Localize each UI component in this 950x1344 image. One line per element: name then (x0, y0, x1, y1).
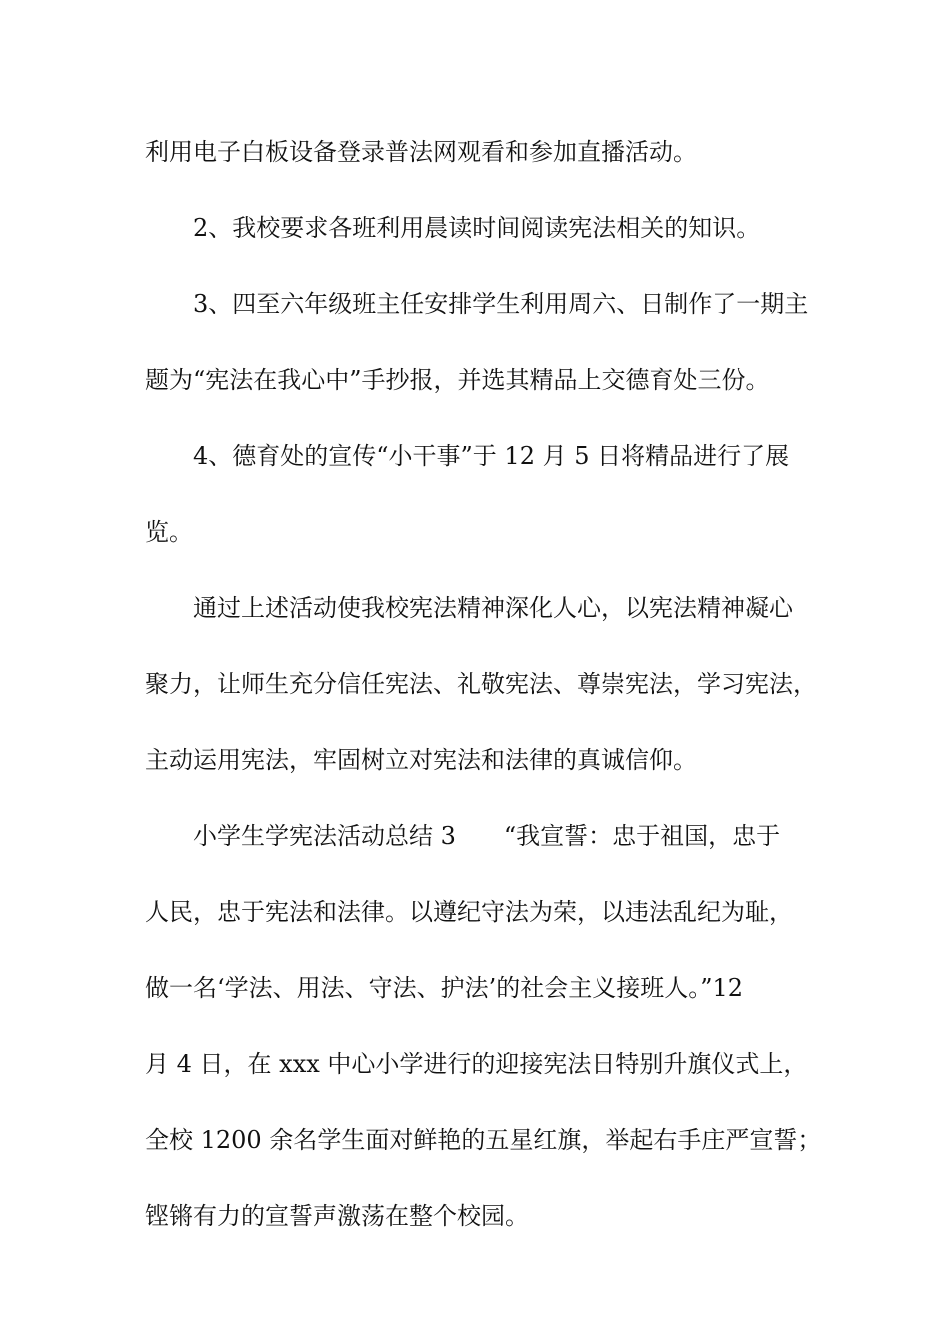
text-line: 铿锵有力的宣誓声激荡在整个校园。 (145, 1202, 529, 1230)
text-line: 小学生学宪法活动总结 3 “我宣誓：忠于祖国，忠于 (193, 822, 781, 850)
text-line: 览。 (145, 518, 193, 546)
text-line: 月 4 日，在 xxx 中心小学进行的迎接宪法日特别升旗仪式上， (145, 1050, 808, 1078)
text-line: 题为“宪法在我心中”手抄报，并选其精品上交德育处三份。 (145, 366, 770, 394)
text-line: 人民，忠于宪法和法律。以遵纪守法为荣，以违法乱纪为耻， (145, 898, 793, 926)
text-line: 3、四至六年级班主任安排学生利用周六、日制作了一期主 (193, 290, 809, 318)
text-line: 通过上述活动使我校宪法精神深化人心，以宪法精神凝心 (193, 594, 793, 622)
text-line: 主动运用宪法，牢固树立对宪法和法律的真诚信仰。 (145, 746, 697, 774)
text-line: 聚力，让师生充分信任宪法、礼敬宪法、尊崇宪法，学习宪法， (145, 670, 817, 698)
text-line: 4、德育处的宣传“小干事”于 12 月 5 日将精品进行了展 (193, 442, 790, 470)
text-line: 2、我校要求各班利用晨读时间阅读宪法相关的知识。 (193, 214, 761, 242)
text-line: 全校 1200 余名学生面对鲜艳的五星红旗，举起右手庄严宣誓； (145, 1126, 822, 1154)
text-line: 做一名‘学法、用法、守法、护法’的社会主义接班人。”12 (145, 974, 744, 1002)
text-line: 利用电子白板设备登录普法网观看和参加直播活动。 (145, 138, 697, 166)
